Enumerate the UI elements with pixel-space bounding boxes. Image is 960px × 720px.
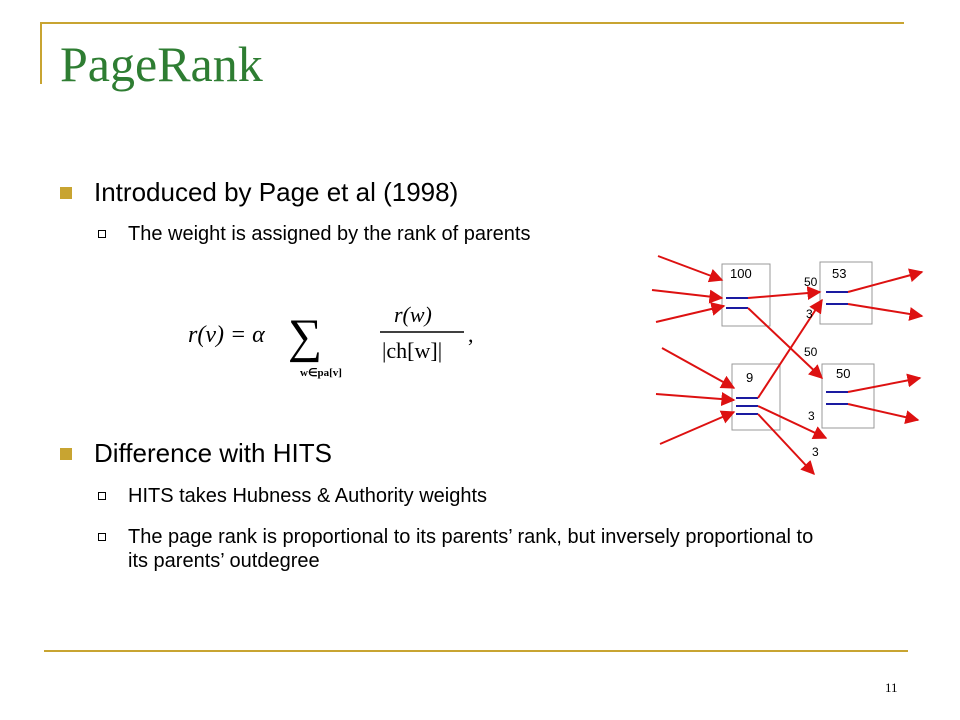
node-value-53: 53 [832,266,847,281]
formula-numerator: r(w) [394,302,432,327]
square-bullet-icon [60,448,72,460]
pagerank-formula [182,290,482,380]
edge-label-5: 3 [812,445,819,459]
slide-title: PageRank [60,36,263,92]
edge-label-3: 50 [804,345,818,359]
bullet-1-text: Introduced by Page et al (1998) [94,177,459,207]
bullet-2-text: Difference with HITS [94,438,332,468]
node-value-100: 100 [730,266,752,281]
frame-bottom-rule [44,650,908,652]
pagerank-graph-diagram [650,250,930,480]
frame-left-rule [40,22,42,84]
hollow-square-bullet-icon [98,230,106,238]
formula-sum: ∑ [288,310,323,363]
node-value-9: 9 [746,370,754,385]
sub-bullet-1-1-text: The weight is assigned by the rank of parents [128,223,531,245]
edge-label-1: 50 [804,275,818,289]
sub-bullet-2-2-text: The page rank is proportional to its parents’ rank, but inversely proportional to its parents’ outdegree [128,526,814,572]
square-bullet-icon [60,187,72,199]
edge-label-2: 3 [806,307,813,321]
page-number: 11 [885,680,898,695]
formula-denominator: |ch[w]| [382,338,443,363]
edge-label-4: 3 [808,409,815,423]
formula-lhs: r(v) = α [188,322,265,348]
hollow-square-bullet-icon [98,492,106,500]
frame-top-rule [40,22,904,24]
hollow-square-bullet-icon [98,533,106,541]
node-value-50: 50 [836,366,851,381]
formula-sum-index: w∈pa[v] [300,367,342,379]
sub-bullet-2-1-text: HITS takes Hubness & Authority weights [128,485,488,507]
link-arrows [652,256,922,474]
formula-comma: , [468,322,474,347]
